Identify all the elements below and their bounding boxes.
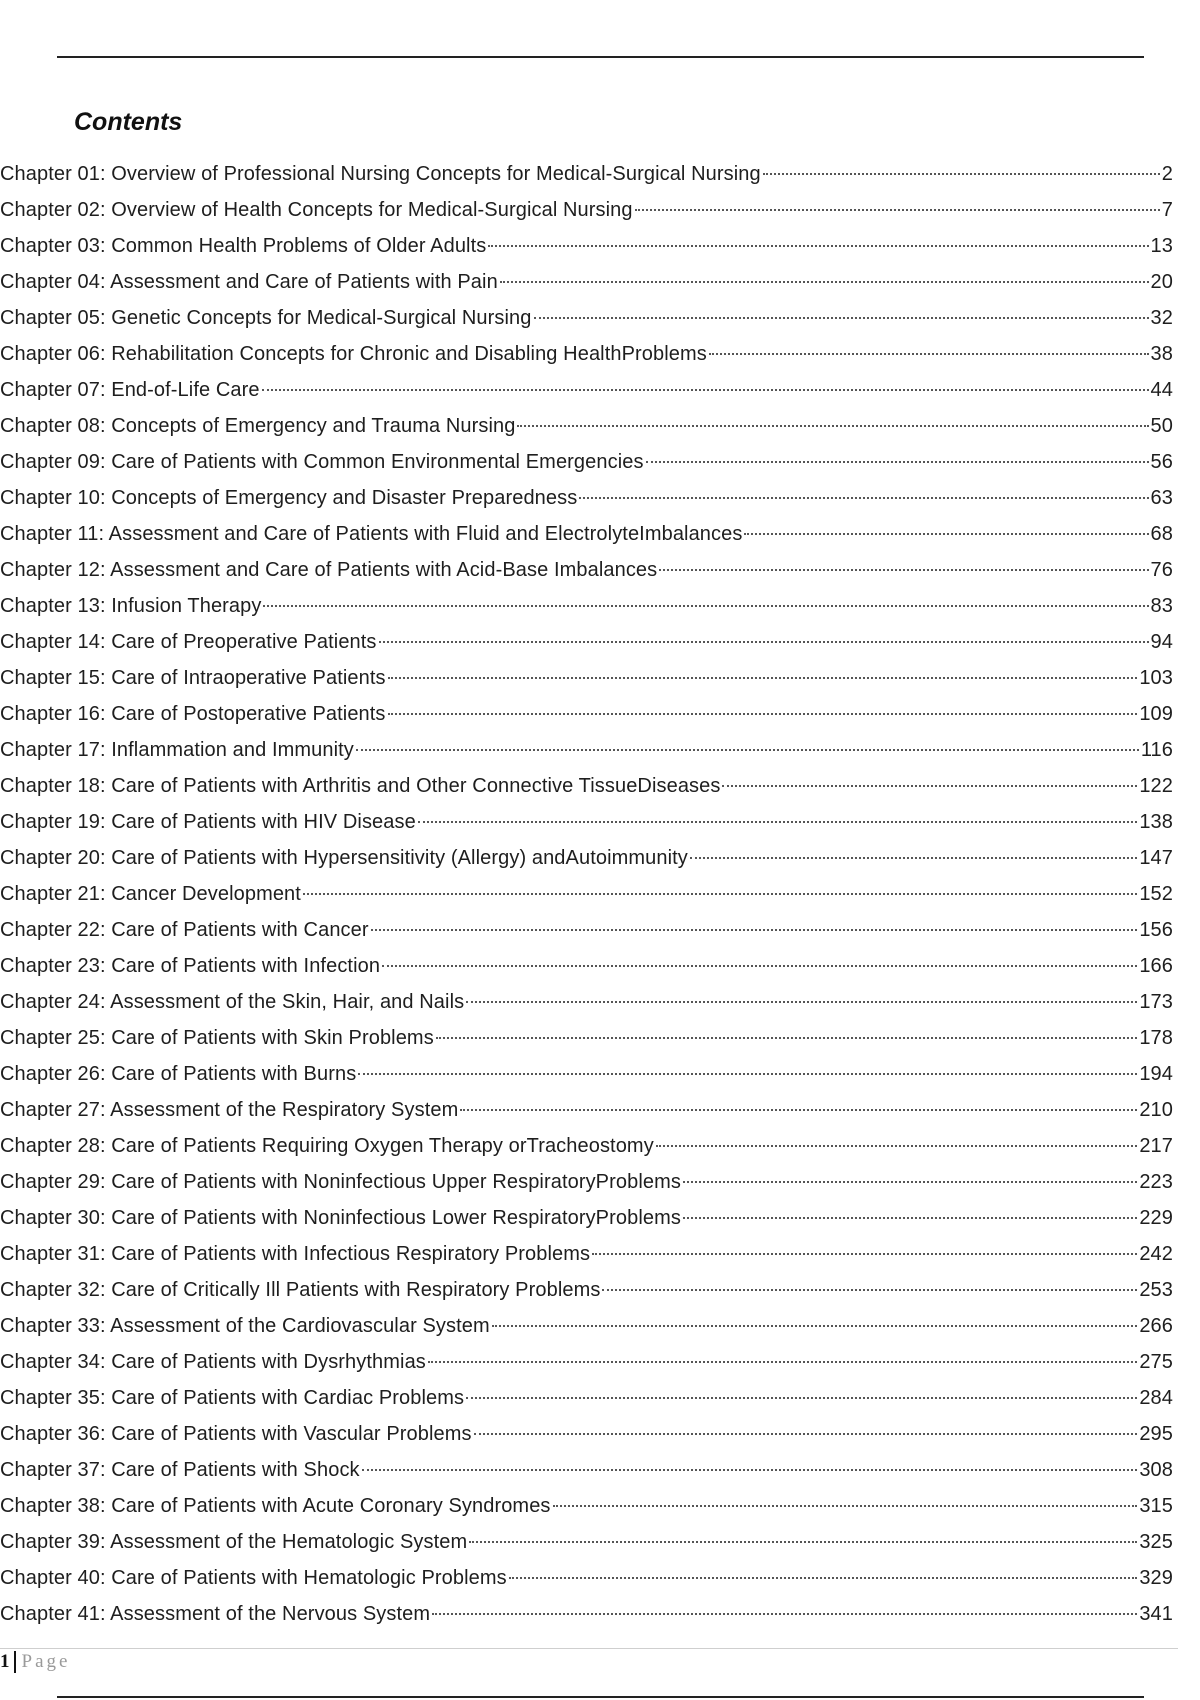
toc-entry[interactable] — [0, 271, 1173, 307]
toc-entry-title: Chapter 06: Rehabilitation Concepts for Chronic and Disabling HealthProblems — [0, 343, 707, 365]
toc-dot-leader — [534, 317, 1149, 319]
toc-entry-title: Chapter 13: Infusion Therapy — [0, 595, 262, 617]
page-footer — [0, 1651, 70, 1673]
toc-entry[interactable] — [0, 991, 1173, 1027]
toc-entry[interactable] — [0, 163, 1173, 199]
toc-entry-page-number: 229 — [1139, 1207, 1173, 1229]
toc-entry[interactable] — [0, 919, 1173, 955]
toc-entry[interactable] — [0, 1531, 1173, 1567]
toc-dot-leader — [592, 1253, 1137, 1255]
toc-dot-leader — [432, 1613, 1137, 1615]
toc-dot-leader — [262, 389, 1149, 391]
toc-dot-leader — [428, 1361, 1137, 1363]
toc-entry-title: Chapter 35: Care of Patients with Cardiac Problems — [0, 1387, 465, 1409]
toc-entry-title: Chapter 19: Care of Patients with HIV Disease — [0, 811, 416, 833]
toc-entry[interactable] — [0, 487, 1173, 523]
toc-dot-leader — [418, 821, 1138, 823]
toc-entry-title: Chapter 07: End-of-Life Care — [0, 379, 260, 401]
toc-entry[interactable] — [0, 1567, 1173, 1603]
toc-entry-title: Chapter 24: Assessment of the Skin, Hair, and Nails — [0, 991, 465, 1013]
toc-entry[interactable] — [0, 1279, 1173, 1315]
toc-dot-leader — [656, 1145, 1138, 1147]
toc-entry[interactable] — [0, 1063, 1173, 1099]
toc-dot-leader — [659, 569, 1148, 571]
toc-entry-page-number: 94 — [1150, 631, 1173, 653]
toc-entry[interactable] — [0, 667, 1173, 703]
toc-dot-leader — [362, 1469, 1138, 1471]
toc-entry-page-number: 325 — [1139, 1531, 1173, 1553]
toc-entry-page-number: 68 — [1150, 523, 1173, 545]
bottom-rule — [57, 1696, 1144, 1698]
toc-entry-page-number: 166 — [1139, 955, 1173, 977]
toc-entry-page-number: 116 — [1140, 739, 1173, 761]
toc-entry[interactable] — [0, 1207, 1173, 1243]
toc-entry-title: Chapter 21: Cancer Development — [0, 883, 301, 905]
toc-entry[interactable] — [0, 1171, 1173, 1207]
toc-entry-page-number: 266 — [1139, 1315, 1173, 1337]
toc-dot-leader — [382, 965, 1137, 967]
toc-dot-leader — [356, 749, 1139, 751]
toc-entry-page-number: 308 — [1139, 1459, 1173, 1481]
toc-entry-page-number: 295 — [1139, 1423, 1173, 1445]
toc-entry[interactable] — [0, 199, 1173, 235]
footer-page-label: Page — [21, 1651, 71, 1672]
toc-entry-title: Chapter 14: Care of Preoperative Patients — [0, 631, 377, 653]
toc-dot-leader — [709, 353, 1149, 355]
toc-entry-title: Chapter 02: Overview of Health Concepts for Medical-Surgical Nursing — [0, 199, 633, 221]
toc-entry-page-number: 275 — [1139, 1351, 1173, 1373]
toc-dot-leader — [517, 425, 1148, 427]
toc-entry-page-number: 7 — [1161, 199, 1173, 221]
toc-entry-page-number: 20 — [1150, 271, 1173, 293]
toc-dot-leader — [635, 209, 1160, 211]
toc-dot-leader — [466, 1001, 1137, 1003]
toc-entry-title: Chapter 10: Concepts of Emergency and Disaster Preparedness — [0, 487, 578, 509]
toc-entry-title: Chapter 36: Care of Patients with Vascular Problems — [0, 1423, 472, 1445]
toc-dot-leader — [263, 605, 1148, 607]
toc-entry-page-number: 194 — [1139, 1063, 1173, 1085]
toc-entry[interactable] — [0, 451, 1173, 487]
contents-heading: Contents — [74, 108, 183, 136]
toc-entry[interactable] — [0, 1603, 1173, 1639]
footer-page-number: 1 — [0, 1651, 10, 1672]
toc-entry-page-number: 38 — [1150, 343, 1173, 365]
toc-entry-page-number: 173 — [1139, 991, 1173, 1013]
toc-entry[interactable] — [0, 739, 1173, 775]
toc-entry-title: Chapter 16: Care of Postoperative Patients — [0, 703, 386, 725]
toc-entry[interactable] — [0, 1351, 1173, 1387]
toc-entry-page-number: 50 — [1150, 415, 1173, 437]
toc-entry-page-number: 242 — [1139, 1243, 1173, 1265]
toc-entry-title: Chapter 18: Care of Patients with Arthritis and Other Connective TissueDiseases — [0, 775, 721, 797]
toc-entry-title: Chapter 39: Assessment of the Hematologic System — [0, 1531, 468, 1553]
toc-entry-title: Chapter 31: Care of Patients with Infectious Respiratory Problems — [0, 1243, 591, 1265]
toc-entry-page-number: 284 — [1139, 1387, 1173, 1409]
toc-entry-title: Chapter 29: Care of Patients with Noninfectious Upper RespiratoryProblems — [0, 1171, 681, 1193]
toc-entry-title: Chapter 01: Overview of Professional Nursing Concepts for Medical-Surgical Nursing — [0, 163, 761, 185]
toc-entry-title: Chapter 11: Assessment and Care of Patients with Fluid and ElectrolyteImbalances — [0, 523, 743, 545]
toc-entry-page-number: 83 — [1150, 595, 1173, 617]
toc-entry[interactable] — [0, 1495, 1173, 1531]
toc-entry[interactable] — [0, 235, 1173, 271]
toc-dot-leader — [466, 1397, 1137, 1399]
toc-entry[interactable] — [0, 559, 1173, 595]
toc-entry-page-number: 329 — [1139, 1567, 1173, 1589]
footer-divider — [0, 1648, 1178, 1649]
toc-dot-leader — [358, 1073, 1137, 1075]
toc-entry-title: Chapter 32: Care of Critically Ill Patients with Respiratory Problems — [0, 1279, 601, 1301]
toc-entry[interactable] — [0, 847, 1173, 883]
toc-dot-leader — [744, 533, 1148, 535]
toc-entry[interactable] — [0, 1459, 1173, 1495]
toc-entry-title: Chapter 03: Common Health Problems of Older Adults — [0, 235, 487, 257]
toc-entry-title: Chapter 04: Assessment and Care of Patients with Pain — [0, 271, 498, 293]
toc-dot-leader — [509, 1577, 1138, 1579]
toc-dot-leader — [683, 1217, 1137, 1219]
toc-entry-page-number: 13 — [1150, 235, 1173, 257]
toc-entry-title: Chapter 22: Care of Patients with Cancer — [0, 919, 369, 941]
toc-entry[interactable] — [0, 343, 1173, 379]
toc-entry[interactable] — [0, 955, 1173, 991]
toc-entry-title: Chapter 08: Concepts of Emergency and Trauma Nursing — [0, 415, 516, 437]
toc-entry[interactable] — [0, 1243, 1173, 1279]
toc-entry-page-number: 178 — [1139, 1027, 1173, 1049]
toc-dot-leader — [371, 929, 1138, 931]
toc-dot-leader — [722, 785, 1137, 787]
toc-entry-title: Chapter 20: Care of Patients with Hypersensitivity (Allergy) andAutoimmunity — [0, 847, 688, 869]
toc-entry-title: Chapter 27: Assessment of the Respiratory System — [0, 1099, 459, 1121]
toc-entry[interactable] — [0, 1135, 1173, 1171]
toc-dot-leader — [602, 1289, 1137, 1291]
toc-entry-title: Chapter 25: Care of Patients with Skin Problems — [0, 1027, 434, 1049]
toc-dot-leader — [488, 245, 1148, 247]
toc-entry[interactable] — [0, 775, 1173, 811]
toc-entry-page-number: 147 — [1139, 847, 1173, 869]
toc-entry-title: Chapter 38: Care of Patients with Acute Coronary Syndromes — [0, 1495, 551, 1517]
footer-separator-bar — [14, 1651, 16, 1673]
toc-dot-leader — [579, 497, 1148, 499]
toc-entry[interactable] — [0, 307, 1173, 343]
toc-entry-page-number: 32 — [1150, 307, 1173, 329]
toc-dot-leader — [436, 1037, 1138, 1039]
toc-dot-leader — [683, 1181, 1137, 1183]
toc-dot-leader — [388, 713, 1138, 715]
toc-dot-leader — [388, 677, 1138, 679]
table-of-contents — [0, 163, 1173, 1639]
toc-entry-title: Chapter 09: Care of Patients with Common Environmental Emergencies — [0, 451, 644, 473]
toc-entry[interactable] — [0, 523, 1173, 559]
toc-dot-leader — [690, 857, 1137, 859]
toc-entry-title: Chapter 28: Care of Patients Requiring Oxygen Therapy orTracheostomy — [0, 1135, 654, 1157]
toc-entry-title: Chapter 26: Care of Patients with Burns — [0, 1063, 357, 1085]
toc-entry-page-number: 109 — [1139, 703, 1173, 725]
toc-entry-title: Chapter 41: Assessment of the Nervous System — [0, 1603, 431, 1625]
toc-entry[interactable] — [0, 703, 1173, 739]
toc-entry-title: Chapter 33: Assessment of the Cardiovascular System — [0, 1315, 490, 1337]
toc-entry-page-number: 103 — [1139, 667, 1173, 689]
toc-entry[interactable] — [0, 811, 1173, 847]
toc-dot-leader — [763, 173, 1160, 175]
toc-entry-page-number: 122 — [1139, 775, 1173, 797]
toc-entry-title: Chapter 40: Care of Patients with Hematologic Problems — [0, 1567, 507, 1589]
toc-entry-title: Chapter 05: Genetic Concepts for Medical-Surgical Nursing — [0, 307, 532, 329]
toc-entry-page-number: 253 — [1139, 1279, 1173, 1301]
toc-entry[interactable] — [0, 595, 1173, 631]
toc-entry-page-number: 156 — [1139, 919, 1173, 941]
toc-dot-leader — [303, 893, 1137, 895]
toc-entry-title: Chapter 15: Care of Intraoperative Patients — [0, 667, 386, 689]
toc-entry-page-number: 223 — [1139, 1171, 1173, 1193]
toc-entry-page-number: 76 — [1150, 559, 1173, 581]
toc-dot-leader — [460, 1109, 1137, 1111]
toc-entry[interactable] — [0, 1423, 1173, 1459]
toc-entry[interactable] — [0, 1099, 1173, 1135]
toc-entry-page-number: 217 — [1139, 1135, 1173, 1157]
toc-entry[interactable] — [0, 883, 1173, 919]
toc-dot-leader — [379, 641, 1149, 643]
toc-entry-title: Chapter 17: Inflammation and Immunity — [0, 739, 354, 761]
toc-entry[interactable] — [0, 379, 1173, 415]
toc-entry[interactable] — [0, 1027, 1173, 1063]
toc-entry-title: Chapter 37: Care of Patients with Shock — [0, 1459, 360, 1481]
toc-dot-leader — [500, 281, 1149, 283]
toc-entry[interactable] — [0, 1315, 1173, 1351]
toc-entry-title: Chapter 12: Assessment and Care of Patients with Acid-Base Imbalances — [0, 559, 658, 581]
toc-entry-page-number: 341 — [1139, 1603, 1173, 1625]
toc-entry-page-number: 315 — [1139, 1495, 1173, 1517]
toc-entry-page-number: 138 — [1139, 811, 1173, 833]
toc-dot-leader — [646, 461, 1149, 463]
toc-dot-leader — [474, 1433, 1138, 1435]
toc-entry-page-number: 56 — [1150, 451, 1173, 473]
toc-dot-leader — [469, 1541, 1137, 1543]
toc-entry[interactable] — [0, 1387, 1173, 1423]
toc-dot-leader — [553, 1505, 1138, 1507]
toc-entry[interactable] — [0, 631, 1173, 667]
toc-entry-title: Chapter 34: Care of Patients with Dysrhythmias — [0, 1351, 426, 1373]
toc-entry-page-number: 210 — [1139, 1099, 1173, 1121]
toc-entry-page-number: 63 — [1150, 487, 1173, 509]
toc-entry-page-number: 44 — [1150, 379, 1173, 401]
toc-entry-page-number: 152 — [1139, 883, 1173, 905]
toc-entry[interactable] — [0, 415, 1173, 451]
toc-entry-title: Chapter 30: Care of Patients with Noninfectious Lower RespiratoryProblems — [0, 1207, 681, 1229]
toc-entry-page-number: 2 — [1161, 163, 1173, 185]
header-rule — [57, 56, 1144, 58]
toc-dot-leader — [492, 1325, 1138, 1327]
toc-entry-title: Chapter 23: Care of Patients with Infection — [0, 955, 381, 977]
